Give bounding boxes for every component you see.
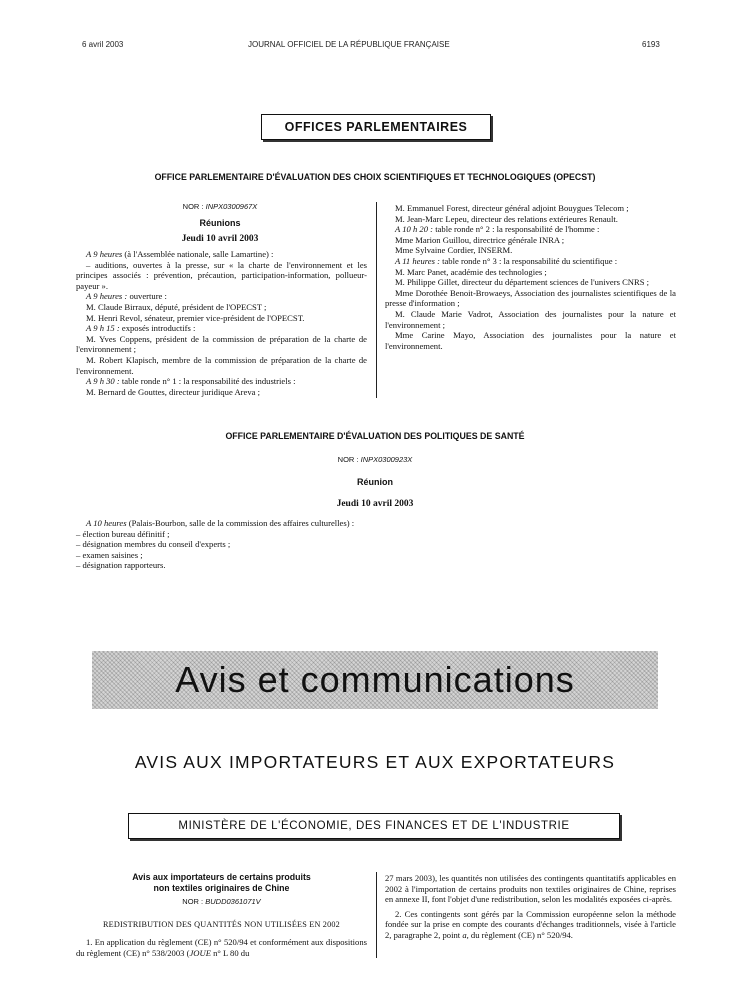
agenda-time-rest: table ronde n° 3 : la responsabilité du scientifique :	[439, 255, 618, 266]
sante-items	[76, 529, 676, 571]
sante-date: Jeudi 10 avril 2003	[336, 499, 414, 509]
sante-item: – désignation rapporteurs.	[76, 560, 166, 571]
avis-p2-a: 2. Ces contingents sont gérés par la Commission européenne selon la méthode fondée sur la prise en compte des courants d'échanges traditionnels, visée à l'article 2, paragraphe 2, point	[385, 908, 676, 940]
agenda-line: M. Yves Coppens, président de la commission de préparation de la charte de l'environnement ;	[76, 333, 367, 355]
agenda-line: Mme Marion Guillou, directrice générale INRA ;	[395, 234, 565, 245]
nor-code: INPX0300923X	[360, 455, 413, 464]
opecst-right-column	[385, 203, 676, 351]
agenda-time-rest: exposés introductifs :	[119, 323, 196, 334]
agenda-time: A 10 h 20 :	[395, 224, 434, 235]
agenda-line: Mme Dorothée Benoit-Browaeys, Association des journalistes scientifiques de la presse d'information ;	[385, 287, 676, 309]
avis-nor	[76, 897, 367, 906]
sante-time-line	[76, 518, 676, 529]
agenda-time-line	[76, 376, 367, 387]
avis-p2-b: du règlement (CE) n° 520/94.	[468, 929, 573, 940]
agenda-time-line	[76, 249, 367, 260]
agenda-line: – auditions, ouvertes à la presse, sur « la charte de l'environnement et les principes associés : prévention, précaution, participation-information, pollueur-payeur ».	[76, 259, 367, 291]
header-page-number: 6193	[642, 40, 660, 49]
header-date: 6 avril 2003	[82, 40, 124, 49]
section-title-box: OFFICES PARLEMENTAIRES	[261, 114, 491, 140]
nor-code: BUDD0361071V	[205, 897, 261, 906]
agenda-line: M. Robert Klapisch, membre de la commission de préparation de la charte de l'environnement.	[76, 354, 367, 376]
avis-notice-title-line1: Avis aux importateurs de certains produits	[132, 872, 311, 882]
sante-time: A 10 heures	[86, 518, 127, 528]
avis-notice-title-line2: non textiles originaires de Chine	[153, 882, 290, 893]
agenda-line: M. Marc Panet, académie des technologies ;	[395, 266, 547, 277]
agenda-time-rest: table ronde n° 1 : la responsabilité des industriels :	[119, 376, 296, 387]
agenda-time-rest: table ronde n° 2 : la responsabilité de l'homme :	[433, 224, 600, 235]
agenda-line: M. Claude Birraux, député, président de l'OPECST ;	[86, 301, 267, 312]
avis-p1-a: 1. En application du règlement (CE) n° 520/94 et conformément aux dispositions du règlement (CE) n° 538/2003 (	[76, 937, 367, 958]
agenda-line: Mme Carine Mayo, Association des journalistes pour la nature et l'environnement.	[385, 330, 676, 351]
header-journal-title: JOURNAL OFFICIEL DE LA RÉPUBLIQUE FRANÇAISE	[248, 40, 450, 49]
avis-subheading: REDISTRIBUTION DES QUANTITÉS NON UTILISÉES EN 2002	[103, 920, 340, 929]
agenda-time-line	[385, 224, 676, 235]
avis-paragraph-2	[385, 909, 676, 941]
nor-label: NOR :	[182, 897, 204, 906]
agenda-time: A 9 h 30 :	[86, 376, 120, 387]
agenda-time: A 11 heures :	[395, 255, 440, 266]
agenda-line: M. Bernard de Gouttes, directeur juridique Areva ;	[86, 386, 260, 397]
agenda-line: Mme Sylvaine Cordier, INSERM.	[395, 245, 513, 256]
agenda-line: M. Emmanuel Forest, directeur général adjoint Bouygues Telecom ;	[395, 203, 629, 213]
avis-p1-b: n° L 80 du	[210, 947, 250, 958]
opecst-left-column	[76, 249, 367, 397]
avis-notice-title	[76, 872, 367, 893]
agenda-time-line	[76, 291, 367, 302]
column-divider	[376, 872, 377, 958]
agenda-time: A 9 h 15 :	[86, 323, 120, 334]
nor-label: NOR :	[182, 202, 204, 211]
avis-banner-text: Avis et communications	[175, 659, 575, 700]
opecst-heading: Réunions	[199, 218, 241, 228]
sante-item: – désignation membres du conseil d'experts ;	[76, 539, 231, 550]
sante-item: – examen saisines ;	[76, 549, 143, 560]
opecst-date: Jeudi 10 avril 2003	[181, 234, 259, 244]
nor-label: NOR :	[337, 455, 359, 464]
agenda-time: A 9 heures :	[86, 291, 128, 302]
agenda-time: A 9 heures	[86, 249, 123, 259]
agenda-line: M. Philippe Gillet, directeur du département sciences de l'univers CNRS ;	[395, 277, 650, 288]
avis-title: AVIS AUX IMPORTATEURS ET AUX EXPORTATEURS	[134, 752, 616, 772]
avis-banner	[92, 651, 658, 709]
sante-body	[76, 518, 676, 571]
sante-item: – élection bureau définitif ;	[76, 528, 170, 539]
sante-heading: Réunion	[357, 477, 393, 487]
avis-right-column	[385, 873, 676, 941]
sante-nor	[60, 455, 690, 464]
agenda-time-rest: ouverture :	[127, 291, 167, 302]
agenda-line: M. Jean-Marc Lepeu, directeur des relations extérieures Renault.	[395, 213, 618, 224]
agenda-time-line	[76, 323, 367, 334]
ministere-box: MINISTÈRE DE L'ÉCONOMIE, DES FINANCES ET DE L'INDUSTRIE	[128, 813, 620, 839]
avis-paragraph-1-cont: 27 mars 2003), les quantités non utilisées des contingents quantitatifs applicables en 2002 à l'importation de certains produits non textiles originaires de Chine, reprises en annexe II, font l'objet d'une redistribution, selon les modalités exposées ci-après.	[385, 873, 676, 905]
agenda-time-rest: (à l'Assemblée nationale, salle Lamartine) :	[122, 249, 274, 259]
column-divider	[376, 202, 377, 398]
opecst-title: OFFICE PARLEMENTAIRE D'ÉVALUATION DES CHOIX SCIENTIFIQUES ET TECHNOLOGIQUES (OPECST)	[154, 172, 596, 182]
avis-p2-point: a,	[462, 929, 469, 940]
agenda-line: M. Claude Marie Vadrot, Association des journalistes pour la nature et l'environnement ;	[385, 308, 676, 330]
opecst-nor	[100, 202, 340, 211]
nor-code: INPX0300967X	[205, 202, 258, 211]
avis-left-column	[76, 937, 367, 958]
agenda-time-line	[385, 256, 676, 267]
avis-paragraph-1	[76, 937, 367, 958]
agenda-line: M. Henri Revol, sénateur, premier vice-président de l'OPECST.	[86, 312, 305, 323]
avis-p1-joue: JOUE	[189, 947, 211, 958]
sante-time-rest: (Palais-Bourbon, salle de la commission des affaires culturelles) :	[126, 518, 355, 528]
sante-title: OFFICE PARLEMENTAIRE D'ÉVALUATION DES POLITIQUES DE SANTÉ	[225, 431, 525, 441]
